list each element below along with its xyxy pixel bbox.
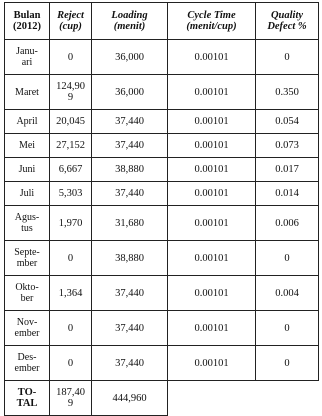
defect-cell: 0.017	[256, 158, 319, 182]
reject-cell: 5,303	[50, 182, 92, 206]
header-row	[5, 3, 319, 40]
cycle-time-cell: 0.00101	[168, 206, 256, 241]
defect-cell: 0.073	[256, 134, 319, 158]
cycle-time-cell: 0.00101	[168, 311, 256, 346]
month-cell: Maret	[5, 75, 50, 110]
loading-cell: 37,440	[92, 134, 168, 158]
loading-cell: 37,440	[92, 311, 168, 346]
loading-cell: 38,880	[92, 241, 168, 276]
month-cell: Juli	[5, 182, 50, 206]
table-row	[5, 75, 319, 110]
table-row	[5, 158, 319, 182]
cycle-time-cell: 0.00101	[168, 276, 256, 311]
loading-cell: 36,000	[92, 75, 168, 110]
reject-cell: 1,970	[50, 206, 92, 241]
defect-cell: 0	[256, 40, 319, 75]
cycle-time-cell: 0.00101	[168, 182, 256, 206]
reject-cell: 20,045	[50, 110, 92, 134]
cycle-time-cell: 0.00101	[168, 110, 256, 134]
loading-cell: 37,440	[92, 346, 168, 381]
month-cell: Agus- tus	[5, 206, 50, 241]
reject-cell: 124,90 9	[50, 75, 92, 110]
defect-cell: 0	[256, 241, 319, 276]
defect-cell: 0.350	[256, 75, 319, 110]
table-row	[5, 134, 319, 158]
cycle-time-cell: 0.00101	[168, 40, 256, 75]
month-cell: April	[5, 110, 50, 134]
loading-cell: 37,440	[92, 182, 168, 206]
table-row	[5, 346, 319, 381]
month-cell: Nov- ember	[5, 311, 50, 346]
table-row	[5, 110, 319, 134]
reject-cell: 1,364	[50, 276, 92, 311]
month-cell: Des- ember	[5, 346, 50, 381]
defect-cell: 0.006	[256, 206, 319, 241]
reject-cell: 0	[50, 241, 92, 276]
table-row	[5, 241, 319, 276]
month-cell: Okto- ber	[5, 276, 50, 311]
month-cell: Mei	[5, 134, 50, 158]
header-month: Bulan (2012)	[5, 3, 50, 40]
total-reject: 187,40 9	[50, 381, 92, 416]
total-loading: 444,960	[92, 381, 168, 416]
loading-cell: 37,440	[92, 276, 168, 311]
defect-cell: 0.004	[256, 276, 319, 311]
month-cell: Juni	[5, 158, 50, 182]
loading-cell: 37,440	[92, 110, 168, 134]
header-loading: Loading (menit)	[92, 3, 168, 40]
table-row	[5, 311, 319, 346]
month-cell: Janu- ari	[5, 40, 50, 75]
table-row	[5, 276, 319, 311]
empty-cell	[168, 381, 256, 416]
loading-cell: 38,880	[92, 158, 168, 182]
month-cell: Septe- mber	[5, 241, 50, 276]
defect-cell: 0	[256, 346, 319, 381]
cycle-time-cell: 0.00101	[168, 158, 256, 182]
cycle-time-cell: 0.00101	[168, 75, 256, 110]
header-quality-defect: Quality Defect %	[256, 3, 319, 40]
quality-defect-table	[4, 2, 319, 416]
defect-cell: 0.054	[256, 110, 319, 134]
table-row	[5, 182, 319, 206]
reject-cell: 0	[50, 346, 92, 381]
table-row	[5, 206, 319, 241]
header-reject: Reject (cup)	[50, 3, 92, 40]
cycle-time-cell: 0.00101	[168, 241, 256, 276]
reject-cell: 6,667	[50, 158, 92, 182]
loading-cell: 31,680	[92, 206, 168, 241]
reject-cell: 0	[50, 40, 92, 75]
defect-cell: 0	[256, 311, 319, 346]
cycle-time-cell: 0.00101	[168, 134, 256, 158]
cycle-time-cell: 0.00101	[168, 346, 256, 381]
defect-cell: 0.014	[256, 182, 319, 206]
header-cycle-time: Cycle Time (menit/cup)	[168, 3, 256, 40]
loading-cell: 36,000	[92, 40, 168, 75]
reject-cell: 27,152	[50, 134, 92, 158]
empty-cell	[256, 381, 319, 416]
total-row	[5, 381, 319, 416]
total-label: TO- TAL	[5, 381, 50, 416]
reject-cell: 0	[50, 311, 92, 346]
table-row	[5, 40, 319, 75]
